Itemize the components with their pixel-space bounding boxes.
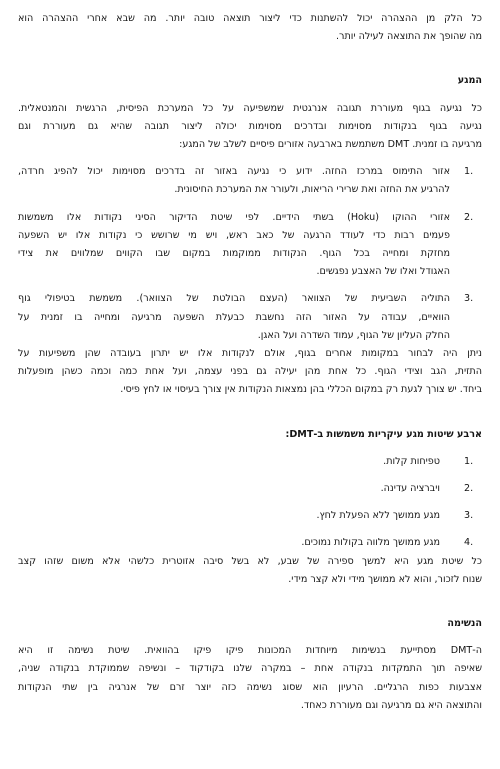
section-heading-techniques: ארבע שיטות מגע עיקריות משמשות ב-DMT:: [285, 428, 482, 440]
text-line: האגודל ואלו של האצבע נפגשים.: [316, 266, 450, 278]
techniques-closing-paragraph: [18, 553, 482, 589]
list-item-vertebra: [18, 290, 482, 345]
list-number: 1.: [464, 166, 474, 178]
text-line: פעמים רבות כדי לעודד הרגעה של כאב ראש, ויש מי שרושש כי נקודות אלו יש השפעה: [18, 229, 450, 241]
list-item-thymus: [18, 163, 482, 199]
text-line: מרגיעה בו זמנית. DMT משתמשת בארבעה אזורים פיסיים לשלב של המגע:: [179, 139, 482, 151]
text-line: מגע ממושך ללא הפעלת לחץ.: [316, 510, 440, 522]
text-line: ניתן היה לבחור במקומות אחרים בגוף, אולם לנקודות אלו יש יתרון בעובדה שהן משפיעות על: [18, 348, 482, 360]
breathing-section: [18, 615, 482, 715]
list-number: 1.: [464, 455, 474, 467]
touch-intro-paragraph: [18, 100, 482, 155]
list-number: 2.: [464, 211, 474, 223]
text-line: ויברציה עדינה.: [380, 483, 440, 495]
text-line: שאיפה תוך התמקדות בנקודה אחת – במקרה שלנו בקודקוד – ונשיפה שממוקדת בנקודה שניה,: [18, 663, 482, 675]
list-item-technique: [18, 534, 482, 552]
text-line: החלק העליון של הגוף, עמוד השדרה ועל האגן.: [257, 329, 450, 341]
text-line: מה שהופך את התוצאה לעילה יותר.: [336, 31, 482, 43]
text-line: נגיעה בגוף בנקודות מסוימות ובדרכים מסוימות יכולה ליצור תגובה שהיא גם מעוררת וגם: [18, 120, 482, 132]
text-line: להרגיע את החזה ואת שרירי הריאות, ולעורר את המערכת החיסונית.: [174, 184, 450, 196]
list-number: 4.: [464, 537, 474, 549]
text-line: אזורי ההוקו (Hoku) בשתי הידיים. לפי שיטת הדיקור הסיני נקודות אלו משמשות: [18, 211, 450, 223]
breathing-paragraph: [18, 642, 482, 715]
text-line: ה-DMT מסתייעת בנשימות מיוחדות המכונות פיקו פיקו בהוואית. שיטת נשימה זו היא: [18, 645, 482, 657]
section-heading-touch: המגע: [457, 75, 482, 87]
text-line: מגע ממושך מלווה בקולות נמוכים.: [301, 537, 440, 549]
list-number: 2.: [464, 483, 474, 495]
list-number: 3.: [464, 510, 474, 522]
section-heading-breathing: הנשימה: [447, 618, 482, 630]
list-number: 3.: [464, 293, 474, 305]
touch-closing-paragraph: [18, 345, 482, 400]
intro-paragraph: [18, 10, 482, 46]
text-line: טפיחות קלות.: [383, 455, 440, 467]
list-item-technique: [18, 480, 482, 498]
text-line: אצבעות כפות הרגליים. הרעיון הוא שסוג נשימה כזה יוצר זרם של אנרגיה בין שתי הנקודות: [18, 681, 482, 693]
touch-section: [18, 72, 482, 399]
text-line: כל נגיעה בגוף מעוררת תגובה אנרגטית שמשפיעה על כל המערכת הפיסית, הרגשית והמנטאלית.: [18, 102, 482, 114]
text-line: והתוצאה היא גם מרגיעה וגם מעוררת כאחד.: [300, 699, 482, 711]
text-line: התוליה השביעית של הצוואר (העצם הבולטת של הצוואר). משמשת בטיפולי גוף: [18, 293, 450, 305]
text-line: ביחד. יש צורך לגעת רק במקום הכללי בהן נמצאות הנקודות אין צורך בעיסוי או לחץ פיסי.: [120, 384, 482, 396]
text-line: כל שיטת מגע היא למשך ספירה של שבע, לא בשל סיבה אזוטרית כלשהי אלא משום שזהו קצב: [18, 555, 482, 567]
text-line: שנוח לזכור, והוא לא ממושך מידי ולא קצר מידי.: [288, 573, 482, 585]
list-item-technique: [18, 453, 482, 471]
text-line: מחזקת ומחייה בכל הגוף. הנקודות ממוקמות במקום שבו הקווים שמלווים את צידי: [18, 248, 450, 260]
text-line: כל הלק מן ההצהרה יכול להשתנות כדי ליצור תוצאה טובה יותר. מה שבא אחרי ההצהרה הוא: [18, 13, 482, 24]
text-line: התזית, הגב וצידי הגוף. כל אחת מהן יעילה גם בפני עצמה, ועל אחת כמה וכמה כשהן מופעלות: [18, 366, 482, 378]
text-line: הוואיים, עבודה על האזור הזה נחשבת כבעלת השפעה מרגיעה ומחייה בו זמנית על: [18, 311, 450, 323]
list-item-hoku: [18, 209, 482, 282]
list-item-technique: [18, 507, 482, 525]
techniques-section: [18, 426, 482, 589]
text-line: אזור התימוס במרכז החזה. ידוע כי נגיעה באזור זה בדרכים מסוימות יכול להפיג חרדה,: [18, 166, 450, 178]
